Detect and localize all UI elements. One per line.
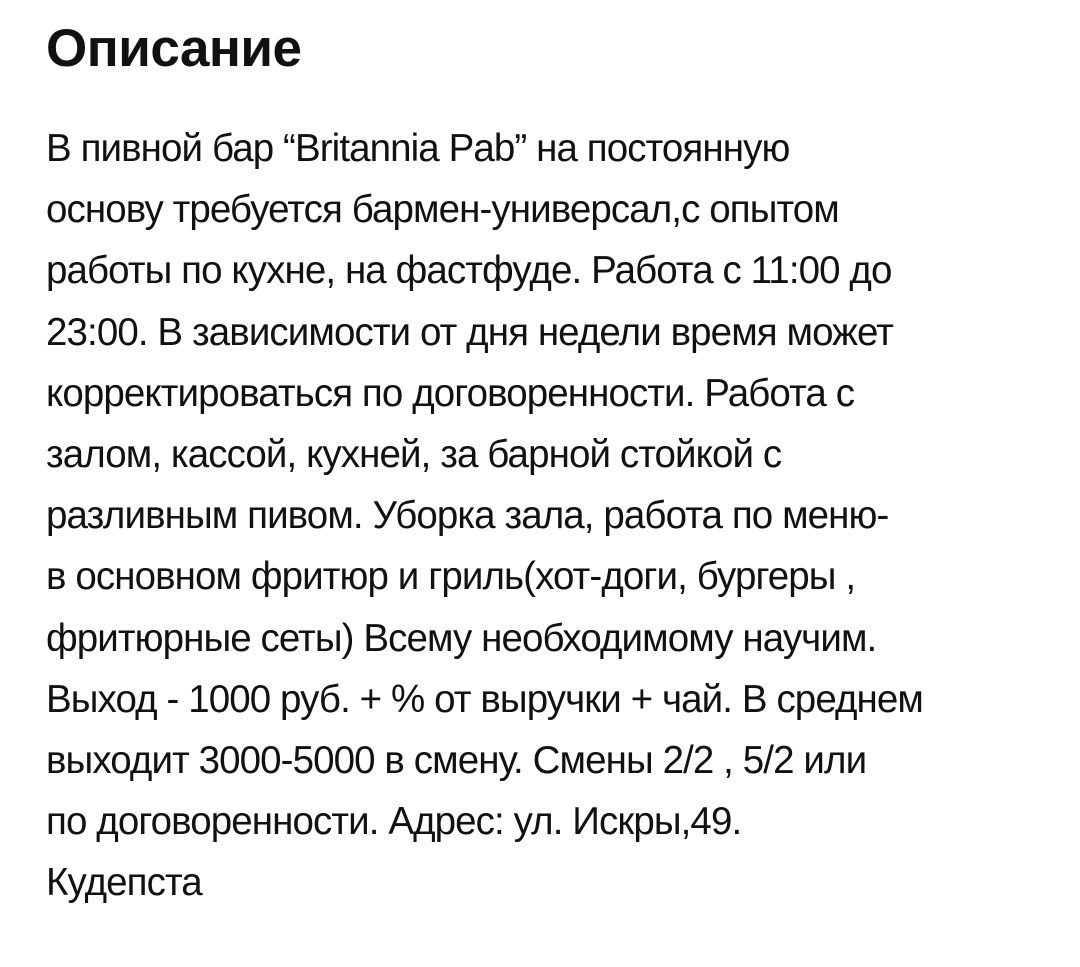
description-line: В пивной бар “Britannia Pab” на постоянную bbox=[46, 127, 790, 170]
description-text bbox=[46, 118, 923, 914]
description-line: Выход - 1000 руб. + % от выручки + чай. В среднем bbox=[46, 677, 923, 721]
description-line: по договоренности. Адрес: ул. Искры,49. bbox=[46, 800, 742, 844]
description-line: 23:00. В зависимости от дня недели время может bbox=[46, 310, 893, 354]
description-line: Кудепста bbox=[46, 861, 202, 905]
description-line: в основном фритюр и гриль(хот-доги, бургеры , bbox=[46, 555, 856, 599]
description-line: выходит 3000-5000 в смену. Смены 2/2 , 5/2 или bbox=[46, 739, 867, 783]
description-line: работы по кухне, на фастфуде. Работа с 11:00 до bbox=[46, 249, 892, 293]
description-line: основу требуется бармен-универсал,с опытом bbox=[46, 188, 839, 232]
description-line: корректироваться по договоренности. Работа с bbox=[46, 371, 855, 415]
description-line: разливным пивом. Уборка зала, работа по меню- bbox=[46, 494, 889, 538]
description-line: залом, кассой, кухней, за барной стойкой с bbox=[46, 433, 782, 477]
description-line: фритюрные сеты) Всему необходимому научим. bbox=[46, 616, 877, 660]
description-heading: Описание bbox=[46, 19, 302, 78]
